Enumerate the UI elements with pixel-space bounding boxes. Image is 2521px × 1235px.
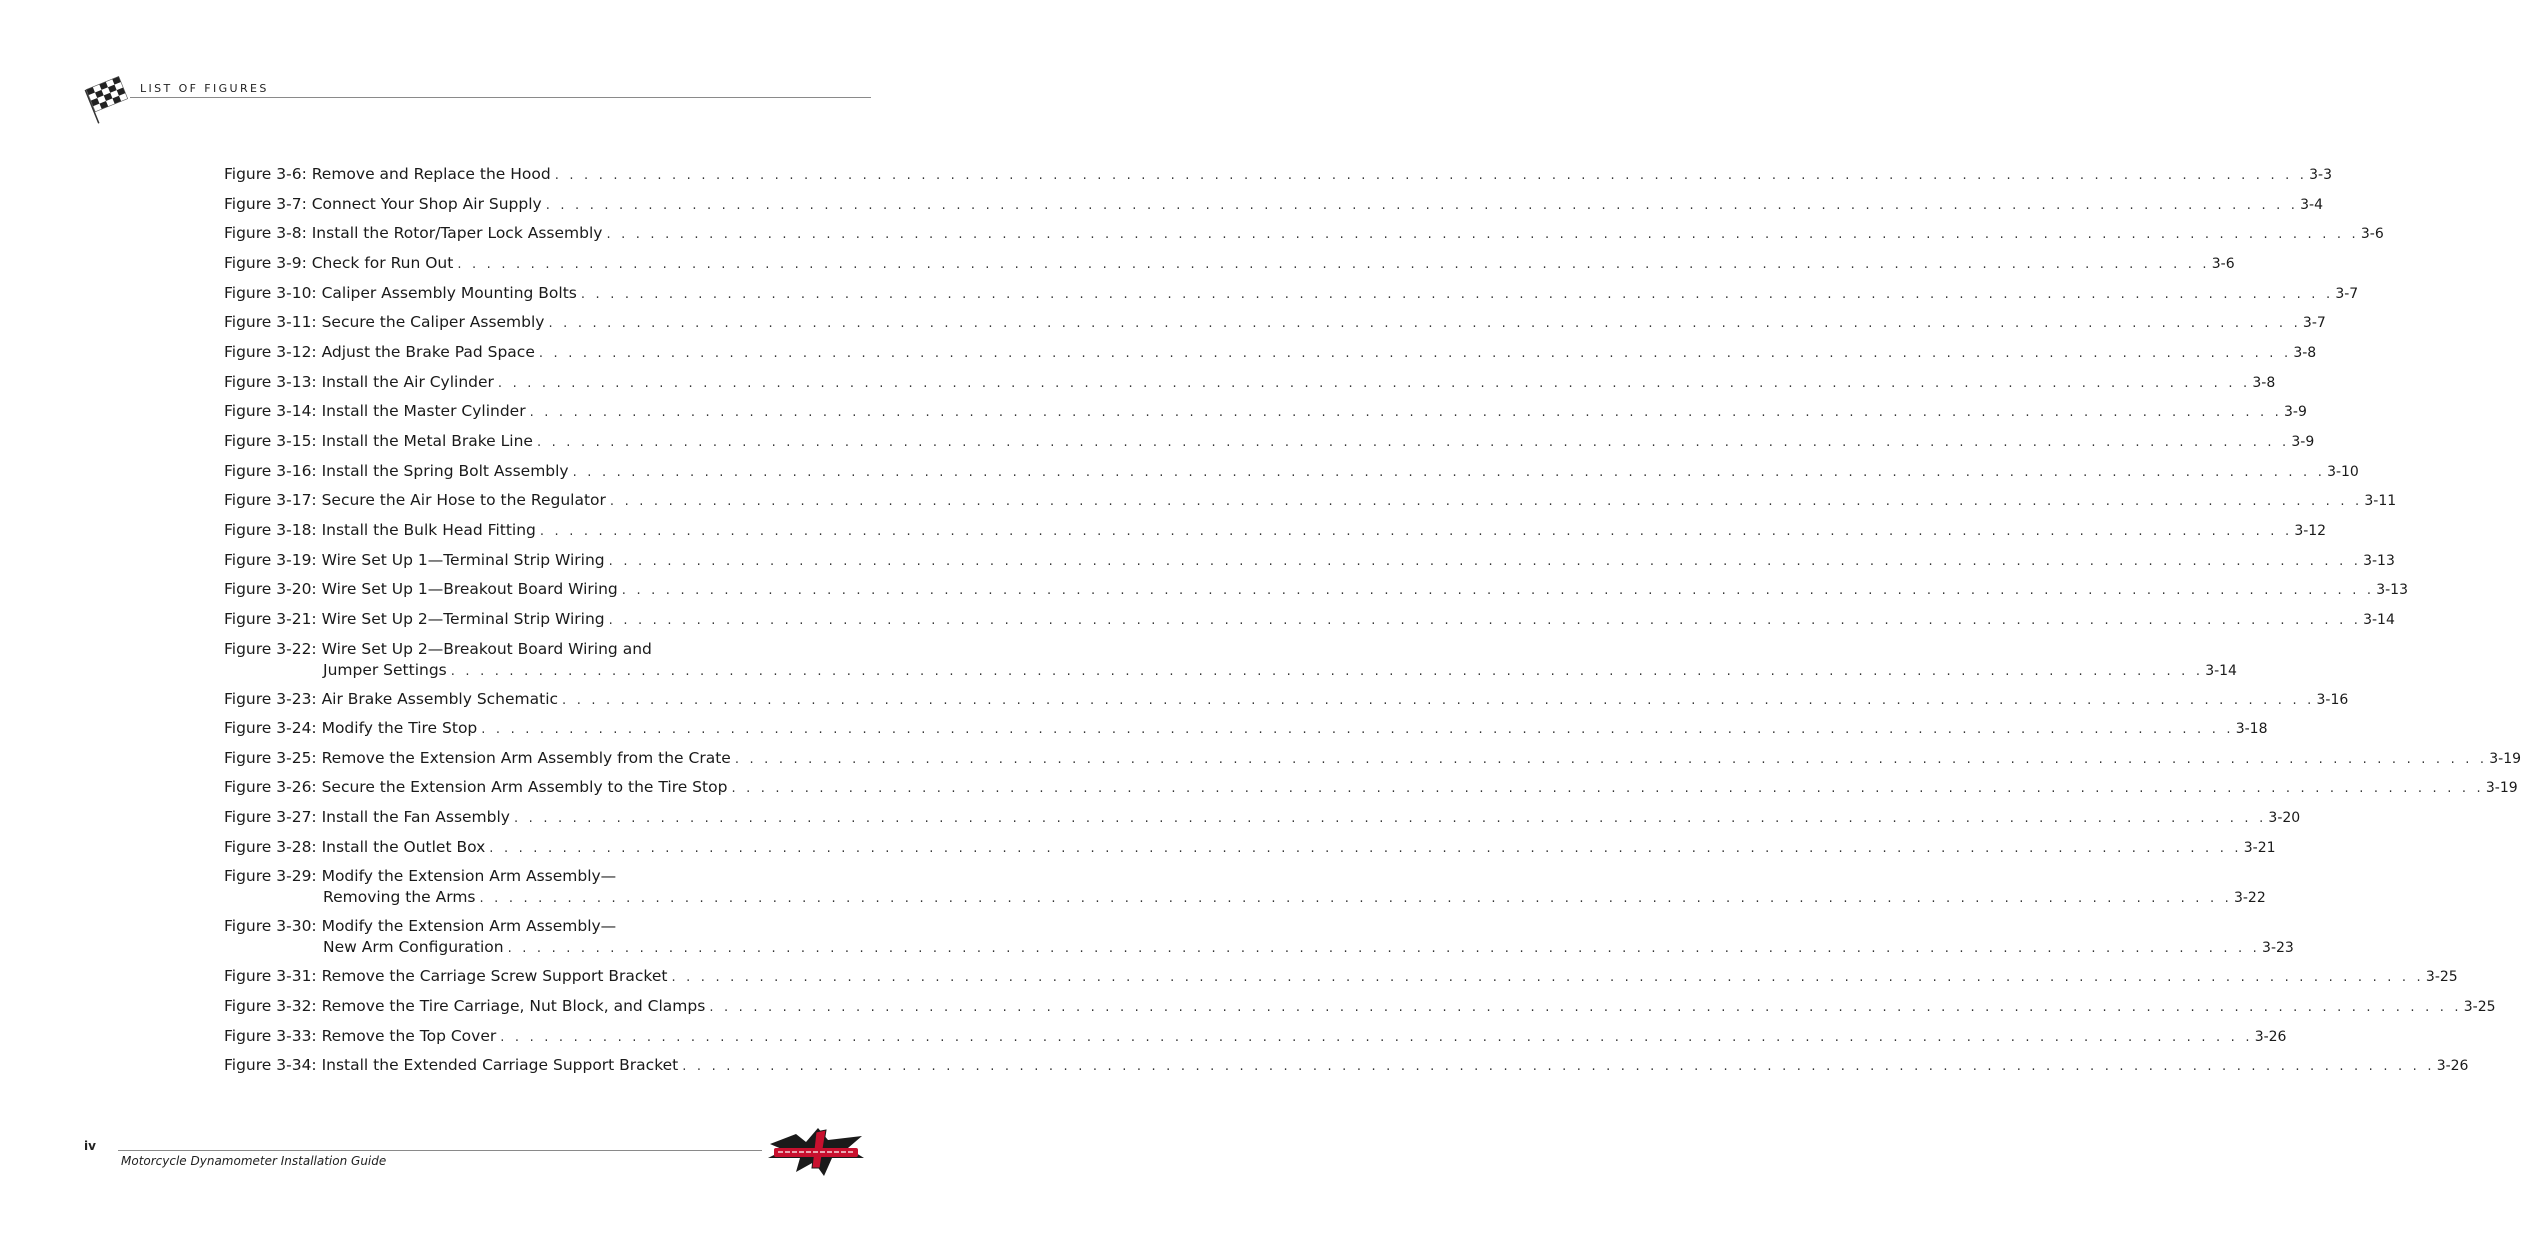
figure-entry-line <box>224 518 2327 544</box>
figure-entry-line <box>224 192 2324 218</box>
figure-title: Figure 3-8: Install the Rotor/Taper Lock Assembly <box>224 224 603 243</box>
figure-page-number: 3-6 <box>2360 226 2384 243</box>
figure-entry <box>224 548 2395 578</box>
figure-page-number: 3-10 <box>2327 463 2359 480</box>
figure-title: Figure 3-28: Install the Outlet Box <box>224 837 486 856</box>
figure-entry <box>224 607 2395 637</box>
figure-entry <box>224 964 2458 994</box>
figure-entry-line <box>224 488 2397 514</box>
dot-leader: . . . . . . . . . . . . . . . . . . . . . . . . . . . . . . . . . . . . . . . . . . . . . . . . . . . . . . . . . . . . . . . . . . . . . . . . . . . . . . . . . . . . . . . . . . . . . . . . . . . . . . . . . . . . . . . . . . . . . . . . <box>608 612 2362 628</box>
figure-entry-line <box>224 281 2359 307</box>
figure-entry-line <box>224 251 2235 277</box>
figure-title: Figure 3-32: Remove the Tire Carriage, Nut Block, and Clamps <box>224 997 706 1016</box>
figure-title: Figure 3-17: Secure the Air Hose to the Regulator <box>224 491 606 510</box>
figure-title: Figure 3-30: Modify the Extension Arm Assembly— <box>224 917 617 936</box>
figure-page-number: 3-14 <box>2363 611 2395 628</box>
figure-title: Figure 3-26: Secure the Extension Arm Assembly to the Tire Stop <box>224 778 728 797</box>
dynojet-logo-icon <box>766 1124 866 1180</box>
figure-title: Figure 3-22: Wire Set Up 2—Breakout Board Wiring and <box>224 639 652 658</box>
list-of-figures <box>224 162 2521 1083</box>
figure-entry <box>224 805 2301 835</box>
figure-page-number: 3-19 <box>2485 780 2518 797</box>
dot-leader: . . . . . . . . . . . . . . . . . . . . . . . . . . . . . . . . . . . . . . . . . . . . . . . . . . . . . . . . . . . . . . . . . . . . . . . . . . . . . . . . . . . . . . . . . . . . . . . . . . . . . . . . . . . . . . . . . . . . . . . . <box>536 434 2290 450</box>
figure-page-number: 3-18 <box>2235 721 2268 738</box>
dot-leader: . . . . . . . . . . . . . . . . . . . . . . . . . . . . . . . . . . . . . . . . . . . . . . . . . . . . . . . . . . . . . . . . . . . . . . . . . . . . . . . . . . . . . . . . . . . . . . . . . . . . . . . . . . . . . . . . . . . . . . . . <box>545 197 2299 213</box>
figure-title: Figure 3-13: Install the Air Cylinder <box>224 372 494 391</box>
footer-page-number: iv <box>84 1139 96 1153</box>
figure-title: Figure 3-11: Secure the Caliper Assembly <box>224 313 545 332</box>
figure-entry-line <box>224 1024 2287 1050</box>
figure-title-continuation: New Arm Configuration <box>323 938 504 957</box>
figure-page-number: 3-25 <box>2463 999 2496 1016</box>
figure-page-number: 3-25 <box>2425 969 2458 986</box>
footer-divider <box>118 1150 762 1151</box>
dot-leader: . . . . . . . . . . . . . . . . . . . . . . . . . . . . . . . . . . . . . . . . . . . . . . . . . . . . . . . . . . . . . . . . . . . . . . . . . . . . . . . . . . . . . . . . . . . . . . . . . . . . . . . . . . . . . . . . . . . . . . . . <box>538 345 2292 361</box>
figure-entry <box>224 162 2333 192</box>
dot-leader: . . . . . . . . . . . . . . . . . . . . . . . . . . . . . . . . . . . . . . . . . . . . . . . . . . . . . . . . . . . . . . . . . . . . . . . . . . . . . . . . . . . . . . . . . . . . . . . . . . . . . . . . . . . . . . . . . . . . . . . . <box>457 256 2210 272</box>
figure-page-number: 3-12 <box>2294 522 2327 539</box>
figure-page-number: 3-7 <box>2335 285 2359 302</box>
figure-title: Figure 3-10: Caliper Assembly Mounting Bolts <box>224 283 577 302</box>
dot-leader: . . . . . . . . . . . . . . . . . . . . . . . . . . . . . . . . . . . . . . . . . . . . . . . . . . . . . . . . . . . . . . . . . . . . . . . . . . . . . . . . . . . . . . . . . . . . . . . . . . . . . . . . . . . . . . . . . . . . . . . . <box>609 494 2363 510</box>
header-divider <box>130 97 871 98</box>
figure-entry-line <box>224 964 2458 990</box>
figure-page-number: 3-26 <box>2254 1028 2287 1045</box>
checkered-flag-icon <box>84 76 132 120</box>
figure-title: Figure 3-6: Remove and Replace the Hood <box>224 165 551 183</box>
figure-entry-line <box>224 310 2326 336</box>
figure-entry <box>224 488 2397 518</box>
figure-entry-line <box>224 716 2268 742</box>
figure-page-number: 3-13 <box>2363 552 2395 569</box>
figure-entry <box>224 340 2317 370</box>
dot-leader: . . . . . . . . . . . . . . . . . . . . . . . . . . . . . . . . . . . . . . . . . . . . . . . . . . . . . . . . . . . . . . . . . . . . . . . . . . . . . . . . . . . . . . . . . . . . . . . . . . . . . . . . . . . . . . . . . . . . . . . . <box>606 227 2359 243</box>
dot-leader: . . . . . . . . . . . . . . . . . . . . . . . . . . . . . . . . . . . . . . . . . . . . . . . . . . . . . . . . . . . . . . . . . . . . . . . . . . . . . . . . . . . . . . . . . . . . . . . . . . . . . . . . . . . . . . . . . . . . . . . . <box>450 663 2204 679</box>
figure-entry-line <box>224 340 2317 366</box>
figure-title: Figure 3-12: Adjust the Brake Pad Space <box>224 342 535 361</box>
figure-title: Figure 3-21: Wire Set Up 2—Terminal Strip Wiring <box>224 609 605 628</box>
figure-title: Figure 3-33: Remove the Top Cover <box>224 1026 497 1045</box>
figure-entry-continuation <box>224 885 2266 911</box>
figure-page-number: 3-11 <box>2364 493 2397 510</box>
figure-entry <box>224 459 2359 489</box>
dot-leader: . . . . . . . . . . . . . . . . . . . . . . . . . . . . . . . . . . . . . . . . . . . . . . . . . . . . . . . . . . . . . . . . . . . . . . . . . . . . . . . . . . . . . . . . . . . . . . . . . . . . . . . . . . . . . . . . . . . . . . . . <box>497 375 2251 391</box>
figure-entry <box>224 192 2324 222</box>
figure-title: Figure 3-31: Remove the Carriage Screw Support Bracket <box>224 967 668 986</box>
figure-title: Figure 3-14: Install the Master Cylinder <box>224 402 526 421</box>
dot-leader: . . . . . . . . . . . . . . . . . . . . . . . . . . . . . . . . . . . . . . . . . . . . . . . . . . . . . . . . . . . . . . . . . . . . . . . . . . . . . . . . . . . . . . . . . . . . . . . . . . . . . . . . . . . . . . . . . . . . . . . . <box>731 781 2484 797</box>
figure-entry <box>224 775 2518 805</box>
figure-entry-line <box>224 835 2276 861</box>
figure-page-number: 3-9 <box>2284 404 2307 421</box>
figure-title: Figure 3-34: Install the Extended Carriage Support Bracket <box>224 1056 679 1075</box>
figure-entry <box>224 864 2266 914</box>
figure-title: Figure 3-18: Install the Bulk Head Fitting <box>224 520 536 539</box>
figure-title: Figure 3-9: Check for Run Out <box>224 253 454 272</box>
dot-leader: . . . . . . . . . . . . . . . . . . . . . . . . . . . . . . . . . . . . . . . . . . . . . . . . . . . . . . . . . . . . . . . . . . . . . . . . . . . . . . . . . . . . . . . . . . . . . . . . . . . . . . . . . . . . . . . . . . . . . . . . <box>489 840 2242 856</box>
figure-entry-line <box>224 687 2349 713</box>
figure-entry <box>224 577 2408 607</box>
figure-entry-line <box>224 370 2276 396</box>
figure-title: Figure 3-27: Install the Fan Assembly <box>224 808 510 827</box>
figure-page-number: 3-4 <box>2300 196 2324 213</box>
figure-page-number: 3-16 <box>2316 691 2349 708</box>
figure-entry-line <box>224 607 2395 633</box>
figure-page-number: 3-19 <box>2489 750 2521 767</box>
figure-entry <box>224 518 2327 548</box>
figure-entry-line <box>224 459 2359 485</box>
dot-leader: . . . . . . . . . . . . . . . . . . . . . . . . . . . . . . . . . . . . . . . . . . . . . . . . . . . . . . . . . . . . . . . . . . . . . . . . . . . . . . . . . . . . . . . . . . . . . . . . . . . . . . . . . . . . . . . . . . . . . . . . <box>479 891 2232 907</box>
figure-entry-line <box>224 746 2521 772</box>
figure-entry-continuation <box>224 935 2294 961</box>
figure-title: Figure 3-19: Wire Set Up 1—Terminal Strip Wiring <box>224 550 605 569</box>
figure-entry-line <box>224 221 2384 247</box>
dot-leader: . . . . . . . . . . . . . . . . . . . . . . . . . . . . . . . . . . . . . . . . . . . . . . . . . . . . . . . . . . . . . . . . . . . . . . . . . . . . . . . . . . . . . . . . . . . . . . . . . . . . . . . . . . . . . . . . . . . . . . . . <box>507 941 2261 957</box>
figure-page-number: 3-9 <box>2291 433 2315 450</box>
figure-entry-line <box>224 1053 2469 1079</box>
figure-entry-line <box>224 994 2496 1020</box>
figure-title: Figure 3-29: Modify the Extension Arm Assembly— <box>224 867 617 886</box>
figure-entry-continuation <box>224 658 2237 684</box>
figure-entry-line <box>224 162 2333 188</box>
figure-entry-line <box>224 399 2307 425</box>
dot-leader: . . . . . . . . . . . . . . . . . . . . . . . . . . . . . . . . . . . . . . . . . . . . . . . . . . . . . . . . . . . . . . . . . . . . . . . . . . . . . . . . . . . . . . . . . . . . . . . . . . . . . . . . . . . . . . . . . . . . . . . . <box>539 523 2293 539</box>
dot-leader: . . . . . . . . . . . . . . . . . . . . . . . . . . . . . . . . . . . . . . . . . . . . . . . . . . . . . . . . . . . . . . . . . . . . . . . . . . . . . . . . . . . . . . . . . . . . . . . . . . . . . . . . . . . . . . . . . . . . . . . . <box>500 1029 2253 1045</box>
dot-leader: . . . . . . . . . . . . . . . . . . . . . . . . . . . . . . . . . . . . . . . . . . . . . . . . . . . . . . . . . . . . . . . . . . . . . . . . . . . . . . . . . . . . . . . . . . . . . . . . . . . . . . . . . . . . . . . . . . . . . . . . <box>580 286 2334 302</box>
dot-leader: . . . . . . . . . . . . . . . . . . . . . . . . . . . . . . . . . . . . . . . . . . . . . . . . . . . . . . . . . . . . . . . . . . . . . . . . . . . . . . . . . . . . . . . . . . . . . . . . . . . . . . . . . . . . . . . . . . . . . . . . <box>608 553 2362 569</box>
figure-entry <box>224 251 2235 281</box>
figure-entry <box>224 914 2294 964</box>
dot-leader: . . . . . . . . . . . . . . . . . . . . . . . . . . . . . . . . . . . . . . . . . . . . . . . . . . . . . . . . . . . . . . . . . . . . . . . . . . . . . . . . . . . . . . . . . . . . . . . . . . . . . . . . . . . . . . . . . . . . . . . . <box>671 970 2424 986</box>
figure-entry <box>224 429 2315 459</box>
dot-leader: . . . . . . . . . . . . . . . . . . . . . . . . . . . . . . . . . . . . . . . . . . . . . . . . . . . . . . . . . . . . . . . . . . . . . . . . . . . . . . . . . . . . . . . . . . . . . . . . . . . . . . . . . . . . . . . . . . . . . . . . <box>734 751 2488 767</box>
figure-entry <box>224 1053 2469 1083</box>
figure-title-continuation: Jumper Settings <box>323 660 447 679</box>
figure-entry <box>224 310 2326 340</box>
figure-page-number: 3-14 <box>2205 662 2237 679</box>
figure-entry <box>224 746 2521 776</box>
figure-entry-line <box>224 775 2518 801</box>
figure-entry <box>224 281 2359 311</box>
figure-page-number: 3-21 <box>2243 839 2276 856</box>
figure-title: Figure 3-20: Wire Set Up 1—Breakout Board Wiring <box>224 580 618 599</box>
footer-document-title: Motorcycle Dynamometer Installation Guide <box>121 1154 387 1168</box>
figure-page-number: 3-22 <box>2233 890 2266 907</box>
figure-entry <box>224 221 2384 251</box>
figure-page-number: 3-26 <box>2436 1058 2469 1075</box>
figure-page-number: 3-8 <box>2293 344 2317 361</box>
figure-page-number: 3-8 <box>2252 374 2276 391</box>
figure-entry <box>224 637 2237 687</box>
dot-leader: . . . . . . . . . . . . . . . . . . . . . . . . . . . . . . . . . . . . . . . . . . . . . . . . . . . . . . . . . . . . . . . . . . . . . . . . . . . . . . . . . . . . . . . . . . . . . . . . . . . . . . . . . . . . . . . . . . . . . . . . <box>529 405 2283 421</box>
figure-page-number: 3-20 <box>2268 810 2301 827</box>
figure-entry <box>224 716 2268 746</box>
figure-page-number: 3-6 <box>2211 255 2235 272</box>
figure-entry-line <box>224 429 2315 455</box>
figure-entry <box>224 687 2349 717</box>
dot-leader: . . . . . . . . . . . . . . . . . . . . . . . . . . . . . . . . . . . . . . . . . . . . . . . . . . . . . . . . . . . . . . . . . . . . . . . . . . . . . . . . . . . . . . . . . . . . . . . . . . . . . . . . . . . . . . . . . . . . . . . . <box>548 316 2301 332</box>
figure-title-continuation: Removing the Arms <box>323 888 476 907</box>
figure-entry <box>224 994 2496 1024</box>
dot-leader: . . . . . . . . . . . . . . . . . . . . . . . . . . . . . . . . . . . . . . . . . . . . . . . . . . . . . . . . . . . . . . . . . . . . . . . . . . . . . . . . . . . . . . . . . . . . . . . . . . . . . . . . . . . . . . . . . . . . . . . . <box>554 168 2308 183</box>
figure-entry-line <box>224 805 2301 831</box>
figure-page-number: 3-7 <box>2302 315 2326 332</box>
figure-title: Figure 3-24: Modify the Tire Stop <box>224 719 478 738</box>
dot-leader: . . . . . . . . . . . . . . . . . . . . . . . . . . . . . . . . . . . . . . . . . . . . . . . . . . . . . . . . . . . . . . . . . . . . . . . . . . . . . . . . . . . . . . . . . . . . . . . . . . . . . . . . . . . . . . . . . . . . . . . . <box>572 464 2326 480</box>
figure-entry <box>224 835 2276 865</box>
dot-leader: . . . . . . . . . . . . . . . . . . . . . . . . . . . . . . . . . . . . . . . . . . . . . . . . . . . . . . . . . . . . . . . . . . . . . . . . . . . . . . . . . . . . . . . . . . . . . . . . . . . . . . . . . . . . . . . . . . . . . . . . <box>481 722 2234 738</box>
figure-title: Figure 3-25: Remove the Extension Arm Assembly from the Crate <box>224 748 731 767</box>
figure-entry-line <box>224 577 2408 603</box>
dot-leader: . . . . . . . . . . . . . . . . . . . . . . . . . . . . . . . . . . . . . . . . . . . . . . . . . . . . . . . . . . . . . . . . . . . . . . . . . . . . . . . . . . . . . . . . . . . . . . . . . . . . . . . . . . . . . . . . . . . . . . . . <box>562 692 2315 708</box>
figure-title: Figure 3-15: Install the Metal Brake Line <box>224 431 533 450</box>
figure-title: Figure 3-7: Connect Your Shop Air Supply <box>224 194 542 213</box>
dot-leader: . . . . . . . . . . . . . . . . . . . . . . . . . . . . . . . . . . . . . . . . . . . . . . . . . . . . . . . . . . . . . . . . . . . . . . . . . . . . . . . . . . . . . . . . . . . . . . . . . . . . . . . . . . . . . . . . . . . . . . . . <box>621 583 2375 599</box>
dot-leader: . . . . . . . . . . . . . . . . . . . . . . . . . . . . . . . . . . . . . . . . . . . . . . . . . . . . . . . . . . . . . . . . . . . . . . . . . . . . . . . . . . . . . . . . . . . . . . . . . . . . . . . . . . . . . . . . . . . . . . . . <box>682 1059 2435 1075</box>
dot-leader: . . . . . . . . . . . . . . . . . . . . . . . . . . . . . . . . . . . . . . . . . . . . . . . . . . . . . . . . . . . . . . . . . . . . . . . . . . . . . . . . . . . . . . . . . . . . . . . . . . . . . . . . . . . . . . . . . . . . . . . . <box>709 1000 2462 1016</box>
figure-title: Figure 3-16: Install the Spring Bolt Assembly <box>224 461 569 480</box>
figure-page-number: 3-23 <box>2262 940 2294 957</box>
dot-leader: . . . . . . . . . . . . . . . . . . . . . . . . . . . . . . . . . . . . . . . . . . . . . . . . . . . . . . . . . . . . . . . . . . . . . . . . . . . . . . . . . . . . . . . . . . . . . . . . . . . . . . . . . . . . . . . . . . . . . . . . <box>513 811 2267 827</box>
page-header-title: LIST OF FIGURES <box>140 82 269 95</box>
figure-entry <box>224 399 2307 429</box>
figure-page-number: 3-3 <box>2309 167 2333 183</box>
figure-entry <box>224 370 2276 400</box>
figure-entry <box>224 1024 2287 1054</box>
figure-page-number: 3-13 <box>2376 582 2408 599</box>
figure-title: Figure 3-23: Air Brake Assembly Schematic <box>224 689 559 708</box>
figure-entry-line <box>224 548 2395 574</box>
